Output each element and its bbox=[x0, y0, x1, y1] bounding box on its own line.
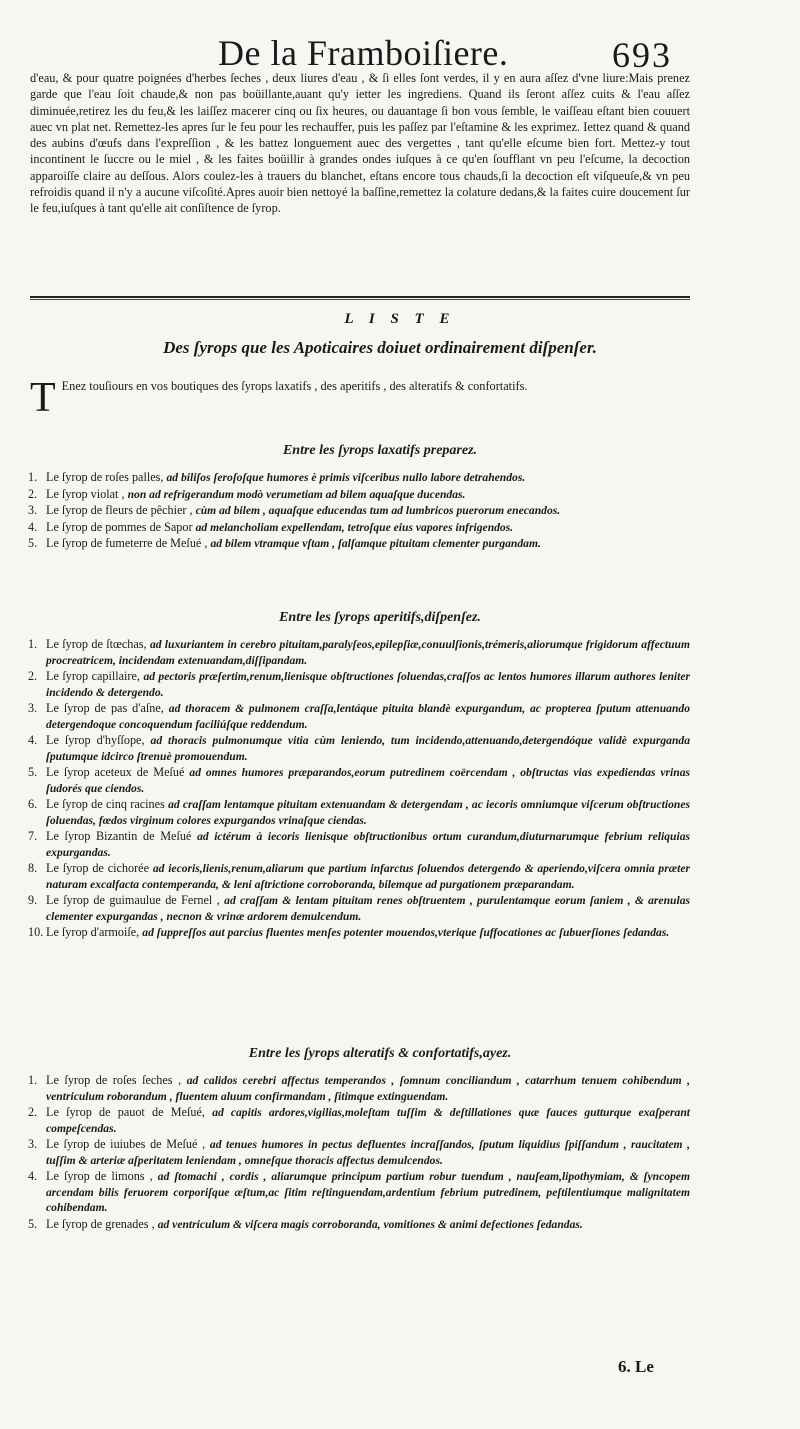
item-french-text: Le ſyrop de grenades , bbox=[46, 1216, 155, 1231]
item-french-text: Le ſyrop de cinq racines bbox=[46, 797, 165, 811]
item-latin-text: ad thoracem & pulmonem craſſa,lentáque pituita blandè expurgandum, ac propterea ſputum attenuando detergendoque concoquendum faciliúſque reddendum. bbox=[46, 702, 691, 731]
list-item bbox=[28, 1137, 690, 1168]
item-latin-text: ad ventriculum & viſcera magis corroboranda, vomitiones & animi defectiones ſedandas. bbox=[157, 1217, 583, 1231]
list-item bbox=[28, 861, 690, 892]
item-number: 6. bbox=[28, 797, 38, 811]
item-latin-text: ad biliſos ſeroſoſque humores è primis viſceribus nullo labore detrahendos. bbox=[166, 471, 526, 484]
item-latin-text: ad pectoris præſertim,renum,lienisque obſtructiones ſoluendas,craſſos ac lentos humores illarum authores leniter incidendo & detergendo. bbox=[46, 670, 690, 699]
drop-cap: T bbox=[30, 375, 56, 421]
item-number: 1. bbox=[28, 1073, 38, 1087]
list-item bbox=[28, 470, 690, 486]
list-item bbox=[28, 701, 690, 732]
item-latin-text: ad ſuppreſſos aut parcius fluentes menſes potenter mouendos,vterique ſuffocationes ac ſubuerſiones ſedandas. bbox=[142, 926, 670, 939]
item-latin-text: ad calidos cerebri affectus temperandos , ſomnum conciliandum , catarrhum tenuem cohibendum , ventriculum roborandum , fluentem aluum confirmandam , ſitimque extinguendam. bbox=[46, 1074, 690, 1103]
list-subtitle: Des ſyrops que les Apoticaires doiuet ordinairement diſpenſer. bbox=[163, 338, 597, 357]
item-latin-text: ad bilem vtramque vſtam , ſalſamque pituitam clementer purgandam. bbox=[210, 537, 541, 550]
list-item bbox=[28, 925, 690, 941]
list-item bbox=[28, 1073, 690, 1104]
item-number: 2. bbox=[28, 669, 38, 683]
item-latin-text: non ad refrigerandum modò verumetiam ad bilem aquaſque ducendas. bbox=[127, 487, 466, 501]
list-item bbox=[28, 536, 690, 552]
item-french-text: Le ſyrop de roſes ſeches , bbox=[46, 1073, 182, 1087]
item-french-text: Le ſyrop de ſtœchas, bbox=[46, 637, 147, 651]
item-french-text: Le ſyrop de pas d'aſne, bbox=[46, 701, 164, 715]
item-latin-text: ad ictérum à iecoris lienisque obſtructionibus ortum curandum,diuturnarumque febrium reliquias expurgandas. bbox=[46, 830, 691, 859]
item-latin-text: ad craſſam & lentam pituitam renes obſtruentem , purulentamque eorum ſaniem , & arenulas clementer expurgandas , necnon & vrinæ ardorem demulcendum. bbox=[46, 894, 690, 923]
list-item bbox=[28, 669, 690, 700]
list-item bbox=[28, 487, 690, 503]
item-latin-text: ad thoracis pulmonumque vitia cùm leniendo, tum incidendo,attenuando,detergendóque validè expurganda ſputumque idcirco ſtrenuè promouendum. bbox=[46, 734, 690, 763]
list-item bbox=[28, 893, 690, 924]
item-latin-text: cùm ad bilem , aquaſque educendas tum ad lumbricos puerorum enecandos. bbox=[195, 504, 561, 517]
item-number: 2. bbox=[28, 486, 38, 501]
item-latin-text: ad omnes humores præparandos,eorum putredinem coërcendam , obſtructas vias expediendas vrinas ſudorés que ciendos. bbox=[46, 766, 691, 795]
section-heading-aperitifs: Entre les ſyrops aperitifs,diſpenſez. bbox=[279, 610, 481, 625]
list-item bbox=[28, 733, 690, 764]
list-item bbox=[28, 503, 690, 519]
item-number: 5. bbox=[28, 765, 38, 779]
item-latin-text: ad ſtomachi , cordis , aliarumque principum partium robur tuendum , nauſeam,lipothymiam, & ſyncopem arcendam bilis feruorem corporiſque æſtum,ac ſitim reſtinguendam,ardentium febrium putredinem, peſtilentiumque malignitatem cohibendam. bbox=[46, 1170, 691, 1214]
item-french-text: Le ſyrop d'hyſſope, bbox=[46, 733, 145, 747]
item-french-text: Le ſyrop de pauot de Meſué, bbox=[46, 1105, 205, 1119]
item-number: 7. bbox=[28, 829, 38, 843]
item-number: 4. bbox=[28, 733, 38, 747]
item-latin-text: ad luxuriantem in cerebro pituitam,paralyſeos,epilepſiæ,conuulſionis,trémeris,aliorumque frigidorum affectuum procreatricem, incidendam extenuandam,diſſipandam. bbox=[46, 638, 691, 667]
item-french-text: Le ſyrop de limons , bbox=[46, 1169, 153, 1183]
item-number: 4. bbox=[28, 519, 38, 534]
list-item bbox=[28, 1217, 690, 1233]
section-heading-alteratifs: Entre les ſyrops alteratifs & confortatifs,ayez. bbox=[248, 1046, 512, 1061]
item-latin-text: ad tenues humores in pectus defluentes incraſſandos, ſputum liquidius ſpiſſandum , raucitatem , tuſſim & arteriæ aſperitatem leniendam , omneſque thoracis affectus demulcendos. bbox=[46, 1138, 690, 1167]
item-latin-text: ad iecoris,lienis,renum,aliarum que partium infarctus ſoluendos detergendo & aperiendo,viſcera omnia præter naturam excalfacta contemperanda, & leni aſtrictione corroboranda, bilemque ad purgationem præparandam. bbox=[46, 862, 690, 891]
item-number: 1. bbox=[28, 470, 38, 484]
item-french-text: Le ſyrop de fleurs de pêchier , bbox=[46, 503, 193, 517]
item-number: 5. bbox=[28, 536, 38, 550]
divider-rule bbox=[30, 296, 690, 298]
alteratifs-list bbox=[28, 1073, 690, 1233]
item-number: 8. bbox=[28, 861, 38, 875]
liste-heading: L I S T E bbox=[344, 311, 456, 327]
section-heading-laxatifs: Entre les ſyrops laxatifs preparez. bbox=[282, 443, 478, 458]
item-number: 5. bbox=[28, 1216, 38, 1231]
catchword: 6. Le bbox=[618, 1357, 654, 1376]
item-number: 3. bbox=[28, 503, 38, 517]
divider-rule-thin bbox=[30, 299, 690, 300]
list-item bbox=[28, 797, 690, 828]
list-item bbox=[28, 637, 690, 668]
item-number: 1. bbox=[28, 637, 38, 651]
item-number: 10. bbox=[28, 925, 44, 939]
opening-paragraph bbox=[30, 375, 690, 421]
list-item bbox=[28, 765, 690, 796]
opening-paragraph-text: Enez touſiours en vos boutiques des ſyrops laxatifs , des aperitifs , des alteratifs & confortatifs. bbox=[61, 379, 528, 393]
running-title: De la Framboiſiere. bbox=[218, 33, 509, 73]
list-item bbox=[28, 520, 690, 536]
item-french-text: Le ſyrop d'armoiſe, bbox=[46, 925, 140, 939]
list-item bbox=[28, 1105, 690, 1136]
item-number: 3. bbox=[28, 1137, 38, 1151]
item-latin-text: ad melancholiam expellendam, tetroſque eius vapores infrigendos. bbox=[195, 520, 514, 534]
page-number: 693 bbox=[612, 35, 672, 75]
item-french-text: Le ſyrop de cichorée bbox=[46, 861, 149, 875]
item-number: 2. bbox=[28, 1105, 38, 1119]
item-french-text: Le ſyrop violat , bbox=[46, 486, 125, 501]
item-french-text: Le ſyrop de fumeterre de Meſué , bbox=[46, 536, 208, 550]
item-french-text: Le ſyrop Bizantin de Meſué bbox=[46, 829, 192, 843]
laxatifs-list bbox=[28, 470, 690, 553]
item-french-text: Le ſyrop de pommes de Sapor bbox=[46, 519, 193, 534]
list-item bbox=[28, 829, 690, 860]
item-french-text: Le ſyrop de iuiubes de Meſué , bbox=[46, 1137, 206, 1151]
item-latin-text: ad capitis ardores,vigilias,moleſtam tuſſim & deſtillationes quæ fauces gutturque exaſperant compeſcendas. bbox=[46, 1106, 690, 1135]
item-french-text: Le ſyrop capillaire, bbox=[46, 669, 140, 683]
item-number: 3. bbox=[28, 701, 38, 715]
intro-paragraph: d'eau, & pour quatre poignées d'herbes ſeches , deux liures d'eau , & ſi elles ſont verdes, il y en aura aſſez d'vne liure:Mais prenez garde que l'eau ſoit chaude,& non pas boüillante,auant qu'y ietter les ingrediens. Quand ils ſeront aſſez cuits & l'eau aſſez diminuée,retirez les du feu,& les laiſſez macerer cinq ou ſix heures, ou dauantage ſi bon vous ſemble, le vaiſſeau eſtant bien couuert auec vn plat net. Remettez-les apres ſur le feu pour les rechauffer, puis les paſſez par l'eſtamine & les exprimez. Iettez quand & quand des aubins d'œufs dans l'expreſſion , & les battez longuement auec des vergettes , tant qu'elle eſcume bien fort. Mettez-y tout incontinent le ſuccre ou le miel , & les faites boüillir à grandes ondes iuſques à ce qu'en ſoufflant vn peu l'eſcume, la decoction apparoiſſe claire au deſſous. Alors coulez-les à trauers du blanchet, eſtans encore tous chauds,ſi la decoction eſt viſqueuſe,& vn peu refroidis quand il n'y a aucune viſcoſité.Apres auoir bien nettoyé la baſſine,remettez la colature dedans,& la faites cuire doucement ſur le feu,iuſques à tant qu'elle ait conſiſtence de ſyrop. bbox=[30, 71, 690, 216]
aperitifs-list bbox=[28, 637, 690, 942]
item-latin-text: ad craſſam lentamque pituitam extenuandam & detergendam , ac iecoris omniumque viſcerum obſtructiones ſoluendas, fœdos virginum colores expurgandos vrinaſque ciendas. bbox=[46, 798, 691, 827]
item-french-text: Le ſyrop de roſes palles, bbox=[46, 470, 164, 484]
item-french-text: Le ſyrop de guimaulue de Fernel , bbox=[46, 893, 220, 907]
list-item bbox=[28, 1169, 690, 1216]
item-french-text: Le ſyrop aceteux de Meſué bbox=[46, 765, 185, 779]
item-number: 9. bbox=[28, 893, 38, 907]
item-number: 4. bbox=[28, 1169, 38, 1183]
